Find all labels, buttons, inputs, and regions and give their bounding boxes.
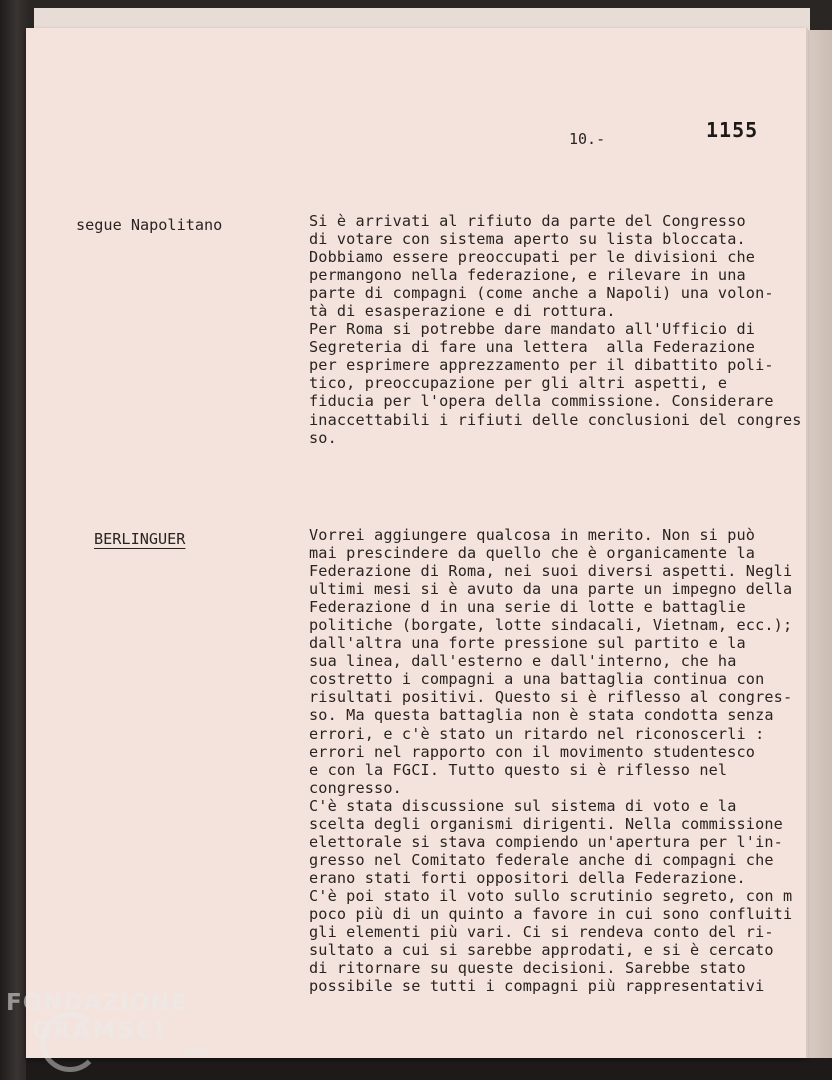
watermark-suffix: onlus: [184, 1048, 209, 1058]
text-line: Vorrei aggiungere qualcosa in merito. Non si può: [309, 526, 756, 544]
right-sheet-edge: [806, 30, 832, 1060]
text-line: sua linea, dall'esterno e dall'interno, che ha: [309, 652, 737, 671]
text-line: fiducia per l'opera della commissione. Considerare: [309, 392, 774, 411]
text-line: erano stati forti oppositori della Federazione.: [309, 868, 746, 887]
text-line: elettorale si stava compiendo un'apertura per l'in-: [309, 832, 783, 851]
text-line: di votare con sistema aperto su lista bloccata.: [309, 230, 746, 249]
speech-text-berlinguer: [309, 526, 809, 995]
text-line: politiche (borgate, lotte sindacali, Vietnam, ecc.);: [309, 616, 793, 635]
watermark-line1: FONDAZIONE: [6, 990, 188, 1016]
text-line: possibile se tutti i compagni più rappresentativi: [309, 977, 765, 996]
speech-text-napolitano: [309, 212, 809, 447]
text-line: errori nel rapporto con il movimento studentesco: [309, 742, 756, 761]
bottom-shadow: [26, 1058, 832, 1080]
text-line: gli elementi più vari. Ci si rendeva conto del ri-: [309, 923, 774, 942]
text-line: Per Roma si potrebbe dare mandato all'Ufficio di: [309, 320, 756, 339]
page-number: 10.-: [569, 130, 606, 148]
text-line: Federazione di Roma, nei suoi diversi aspetti. Negli: [309, 562, 793, 581]
text-line: Segreteria di fare una lettera alla Federazione: [309, 338, 756, 357]
text-line: C'è poi stato il voto sullo scrutinio segreto, con m: [309, 886, 793, 905]
text-line: inaccettabili i rifiuti delle conclusioni del congres: [309, 410, 802, 429]
text-line: Federazione d in una serie di lotte e battaglie: [309, 598, 746, 617]
document-page: [26, 28, 806, 1058]
text-line: congresso.: [309, 778, 402, 797]
text-line: di ritornare su queste decisioni. Sarebbe stato: [309, 959, 746, 978]
text-line: so. Ma questa battaglia non è stata condotta senza: [309, 706, 774, 725]
text-line: gresso nel Comitato federale anche di compagni che: [309, 850, 774, 869]
watermark-line2: GRAMSCI: [32, 1018, 166, 1044]
text-line: scelta degli organismi dirigenti. Nella commissione: [309, 814, 783, 833]
text-line: e con la FGCI. Tutto questo si è riflesso nel: [309, 760, 728, 779]
text-line: so.: [309, 428, 337, 447]
text-line: C'è stata discussione sul sistema di voto e la: [309, 796, 737, 815]
archive-stamp-number: 1155: [706, 118, 759, 142]
speaker-label-berlinguer: BERLINGUER: [94, 530, 186, 548]
text-line: permangono nella federazione, e rilevare in una: [309, 266, 746, 285]
speaker-label: segue Napolitano: [76, 216, 223, 234]
left-binding-edge: [0, 0, 28, 1080]
text-line: parte di compagni (come anche a Napoli) una volon-: [309, 284, 774, 303]
text-line: errori, e c'è stato un ritardo nel riconoscerli :: [309, 724, 765, 743]
text-line: Dobbiamo essere preoccupati per le divisioni che: [309, 248, 756, 267]
text-line: ultimi mesi si è avuto da una parte un impegno della: [309, 580, 793, 599]
text-line: sultato a cui si sarebbe approdati, e si è cercato: [309, 941, 774, 960]
text-line: risultati positivi. Questo si è riflesso al congres-: [309, 688, 793, 707]
text-line: per esprimere apprezzamento per il dibattito poli-: [309, 356, 774, 375]
text-line: tà di esasperazione e di rottura.: [309, 302, 616, 321]
fondazione-gramsci-watermark: [6, 990, 209, 1058]
text-line: costretto i compagni a una battaglia continua con: [309, 670, 765, 689]
text-line: tico, preoccupazione per gli altri aspetti, e: [309, 374, 728, 393]
watermark-logo-icon: [40, 1012, 100, 1072]
text-line: mai prescindere da quello che è organicamente la: [309, 544, 756, 563]
text-line: Si è arrivati al rifiuto da parte del Congresso: [309, 212, 746, 230]
text-line: dall'altra una forte pressione sul partito e la: [309, 634, 746, 653]
text-line: poco più di un quinto a favore in cui sono confluiti: [309, 904, 793, 923]
